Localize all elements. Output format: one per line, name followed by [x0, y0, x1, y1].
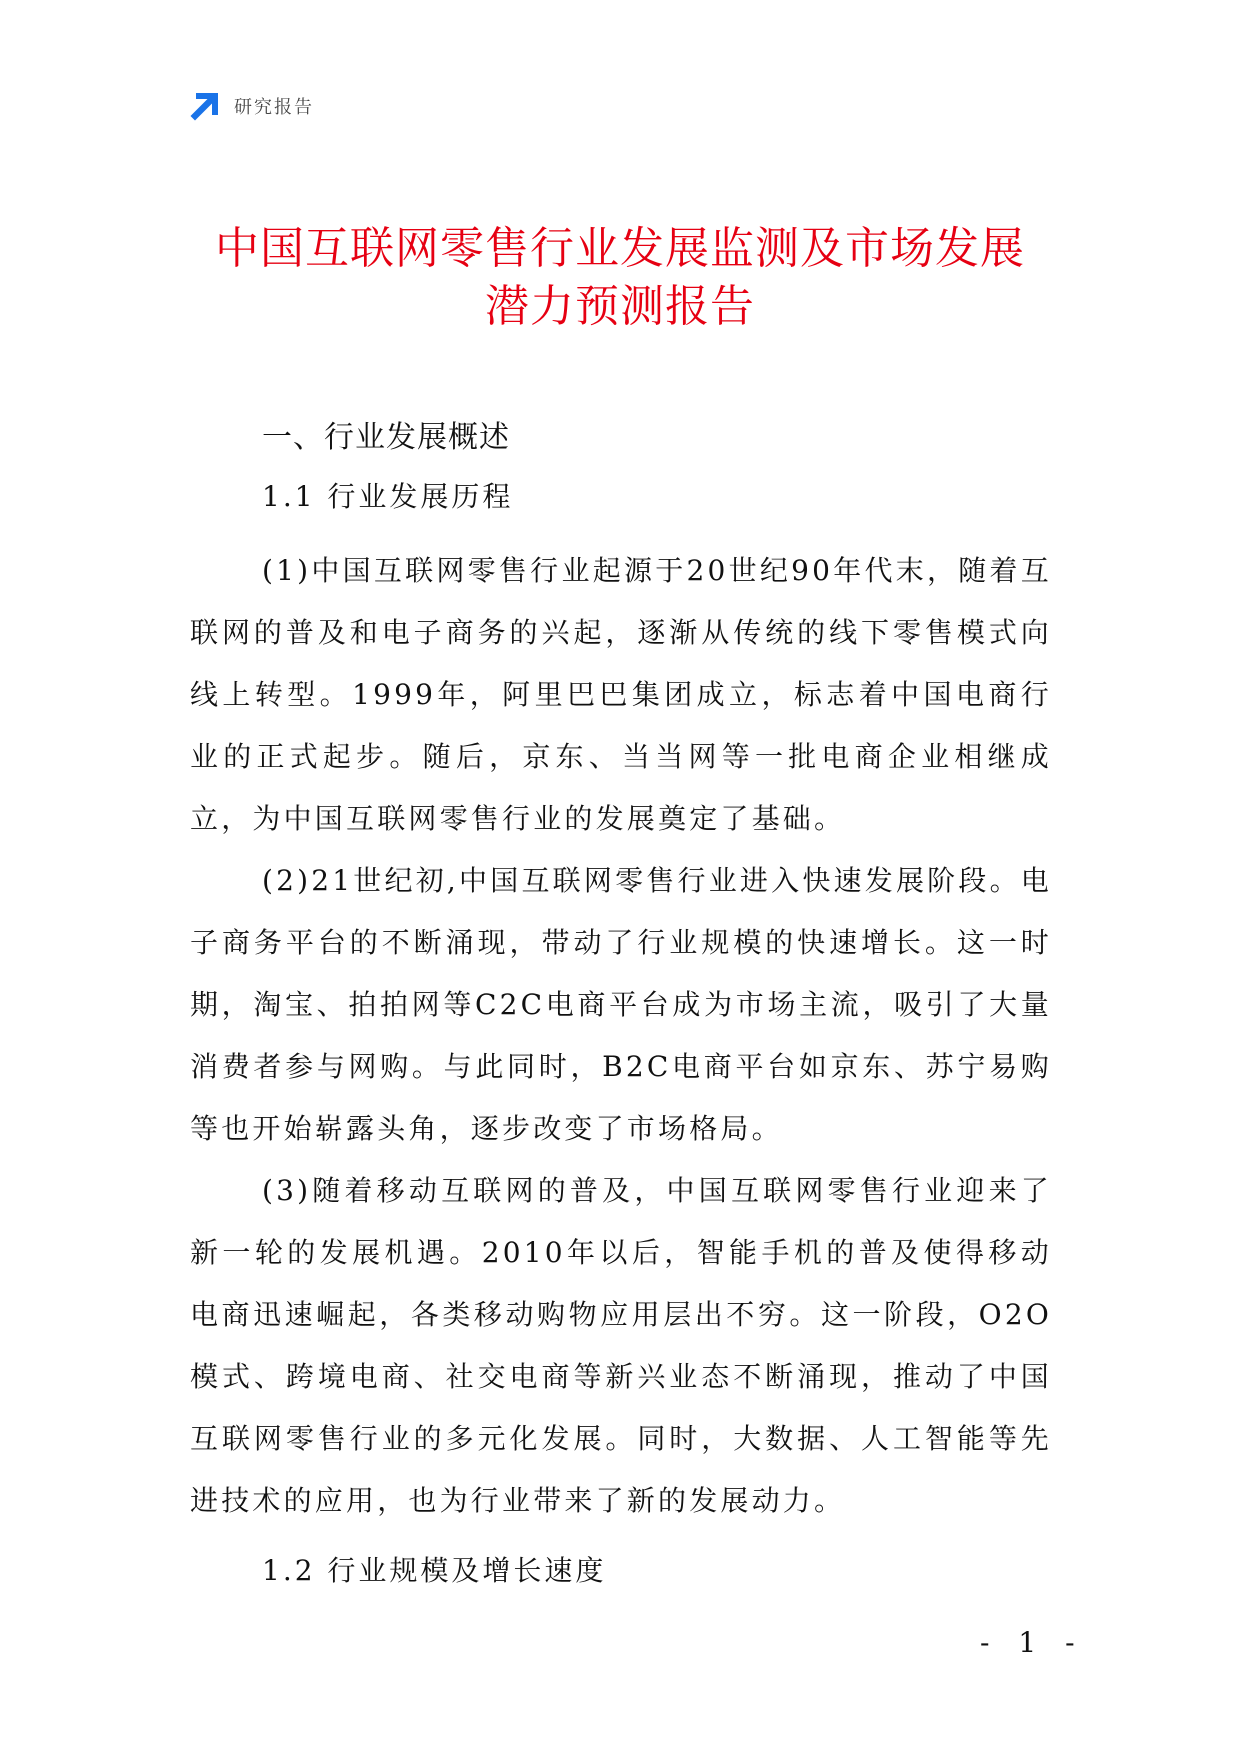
document-title: [190, 220, 1050, 336]
section-heading: 一、行业发展概述: [262, 420, 510, 455]
arrow-logo-icon: [190, 91, 220, 121]
header-label: 研究报告: [234, 97, 314, 118]
paragraph-1: (1)中国互联网零售行业起源于20世纪90年代末，随着互联网的普及和电子商务的兴起，逐渐从传统的线下零售模式向线上转型。1999年，阿里巴巴集团成立，标志着中国电商行业的正式起步。随后，京东、当当网等一批电商企业相继成立，为中国互联网零售行业的发展奠定了基础。: [190, 554, 1052, 835]
subsection-heading: 1.1 行业发展历程: [262, 480, 514, 513]
report-header: [190, 90, 314, 122]
title-line-1: 中国互联网零售行业发展监测及市场发展: [215, 223, 1025, 274]
subsection-heading-2: 1.2 行业规模及增长速度: [262, 1554, 607, 1587]
document-body: [190, 418, 1052, 1614]
paragraph-3: (3)随着移动互联网的普及，中国互联网零售行业迎来了新一轮的发展机遇。2010年以后，智能手机的普及使得移动电商迅速崛起，各类移动购物应用层出不穷。这一阶段，O2O模式、跨境电商、社交电商等新兴业态不断涌现，推动了中国互联网零售行业的多元化发展。同时，大数据、人工智能等先进技术的应用，也为行业带来了新的发展动力。: [190, 1174, 1052, 1517]
paragraph-2: (2)21世纪初,中国互联网零售行业进入快速发展阶段。电子商务平台的不断涌现，带动了行业规模的快速增长。这一时期，淘宝、拍拍网等C2C电商平台成为市场主流，吸引了大量消费者参与网购。与此同时，B2C电商平台如京东、苏宁易购等也开始崭露头角，逐步改变了市场格局。: [190, 864, 1052, 1145]
page-number: - 1 -: [980, 1626, 1085, 1659]
title-line-2: 潜力预测报告: [485, 281, 755, 332]
